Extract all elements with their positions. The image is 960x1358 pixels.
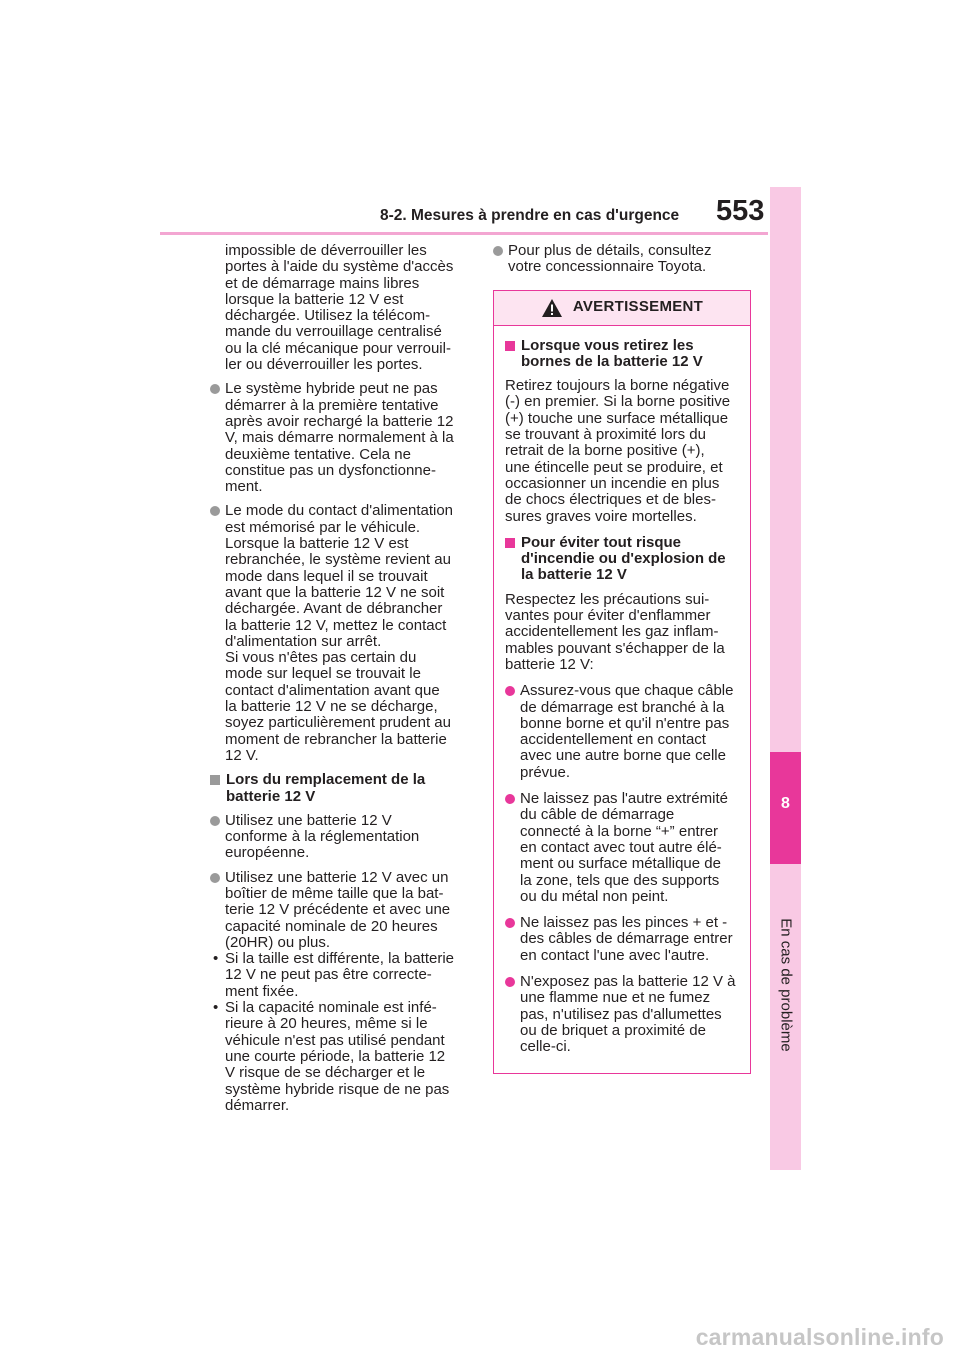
list-item: Utilisez une batterie 12 V conforme à la réglementation européenne. [210, 813, 468, 862]
warning-triangle-icon [541, 298, 563, 318]
left-column [210, 243, 468, 1114]
warning-paragraph: Respectez les précautions sui- vantes pour éviter d'enflammer accidentellement les gaz inflam- mables pouvant s'échapper de la batterie 12 V: [505, 590, 725, 673]
warning-header [494, 291, 750, 326]
warning-box [493, 290, 751, 1075]
chapter-label: En cas de problème [777, 918, 795, 1052]
header-title: 8-2. Mesures à prendre en cas d'urgence [380, 207, 680, 224]
list-item: Le système hybride peut ne pas démarrer à la première tentative après avoir rechargé la batterie 12 V, mais démarre normalement à la deuxième tentative. Cela ne constitue pas un dysfonctionne- ment. [210, 381, 468, 495]
list-item: Le mode du contact d'alimentation est mémorisé par le véhicule. Lorsque la batterie 12 V est rebranchée, le système revient au mode dans lequel il se trouvait avant que la batterie 12 V ne soit déchargée. Avant de débrancher la batterie 12 V, mettez le contact d'alimentation sur arrêt. Si vous n'êtes pas certain du mode sur lequel se trouvait le contact d'alimentation avant que la batterie 12 V ne se décharge, soyez particulièrement prudent au moment de rebrancher la batterie 12 V. [210, 503, 468, 764]
header-rule [160, 232, 768, 235]
chapter-number: 8 [781, 795, 790, 812]
right-column [493, 243, 751, 1074]
warning-paragraph: Retirez toujours la borne négative (-) en premier. Si la borne positive (+) touche une surface métallique se trouvant à proximité lors du retrait de la borne positive (+), une étincelle peut se produire, et occasionner un incendie en plus de chocs électriques et de bles- sures graves voire mortelles. [505, 377, 731, 525]
list-item: Ne laissez pas l'autre extrémité du câble de démarrage connecté à la borne “+” entrer en contact avec tout autre élé- ment ou surface métallique de la zone, tels que des supports ou du métal non peint. [505, 791, 736, 905]
watermark: carmanualsonline.info [695, 1324, 944, 1350]
intro-continuation: impossible de déverrouiller les portes à l'aide du système d'accès et de démarrage mains libres lorsque la batterie 12 V est déchargée. Utilisez la télécom- mande du verrouillage centralisé ou la clé mécanique pour verrouil- ler ou déverrouiller les portes. [225, 242, 454, 374]
list-item: Utilisez une batterie 12 V avec un boîtier de même taille que la bat- terie 12 V précédente et avec une capacité nominale de 20 heures (20HR) ou plus. [210, 870, 468, 951]
warning-heading: Pour éviter tout risque d'incendie ou d'explosion de la batterie 12 V [505, 535, 736, 584]
sub-list-item: • Si la capacité nominale est infé- rieure à 20 heures, même si le véhicule n'est pas utilisé pendant une courte période, la batterie 12 V risque de se décharger et le système hybride risque de ne pas démarrer. [210, 1000, 468, 1114]
sub-list-item: • Si la taille est différente, la batterie 12 V ne peut pas être correcte- ment fixée. [210, 951, 468, 1000]
list-item: Pour plus de détails, consultez votre concessionnaire Toyota. [493, 243, 751, 276]
warning-body [494, 326, 750, 1074]
warning-title: AVERTISSEMENT [572, 298, 704, 316]
warning-heading: Lorsque vous retirez les bornes de la batterie 12 V [505, 338, 736, 371]
list-item: Assurez-vous que chaque câble de démarrage est branché à la bonne borne et qu'il n'entre pas accidentellement en contact avec une autre borne que celle prévue. [505, 683, 736, 781]
list-item: N'exposez pas la batterie 12 V à une flamme nue et ne fumez pas, n'utilisez pas d'allumettes ou de briquet a proximité de celle-ci. [505, 974, 736, 1055]
page-number: 553 [716, 195, 765, 227]
section-heading: Lors du remplacement de la batterie 12 V [210, 772, 468, 805]
list-item: Ne laissez pas les pinces + et - des câbles de démarrage entrer en contact l'une avec l'autre. [505, 915, 736, 964]
